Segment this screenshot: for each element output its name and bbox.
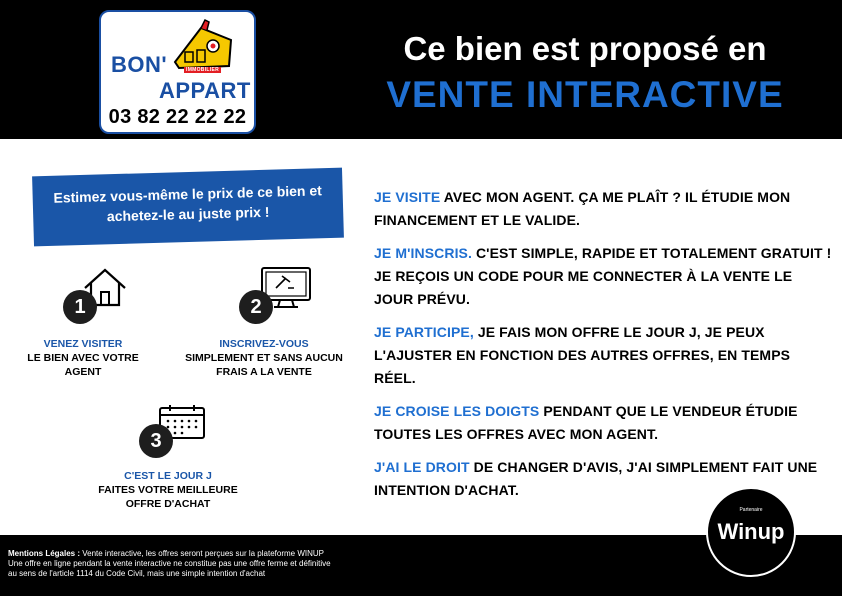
step-2-text (184, 337, 344, 379)
step-1-description: LE BIEN AVEC VOTRE AGENT (27, 352, 139, 378)
paragraph-right-highlight: J'AI LE DROIT (374, 459, 470, 475)
paragraph-wait-text: PENDANT QUE LE VENDEUR ÉTUDIE TOUTES LES OFFRES AVEC MON AGENT. (374, 403, 798, 442)
step-3-description: FAITES VOTRE MEILLEURE OFFRE D'ACHAT (98, 484, 238, 510)
paragraph-register-text: C'EST SIMPLE, RAPIDE ET TOTALEMENT GRATUIT ! JE REÇOIS UN CODE POUR ME CONNECTER À LA VENTE LE JOUR PRÉVU. (374, 245, 832, 307)
paragraph-participate-text: JE FAIS MON OFFRE LE JOUR J, JE PEUX L'AJUSTER EN FONCTION DES AUTRES OFFRES, EN TEMPS RÉEL. (374, 324, 791, 386)
step-3-text (80, 469, 256, 511)
legal-line3: au sens de l'article 1114 du Code Civil, mais une simple intention d'achat (8, 569, 266, 578)
process-description (374, 186, 834, 512)
step-2-description: SIMPLEMENT ET SANS AUCUN FRAIS A LA VENTE (185, 352, 343, 378)
paragraph-participate-highlight: JE PARTICIPE, (374, 324, 474, 340)
step-number-1: 1 (63, 290, 97, 324)
step-2-highlight: INSCRIVEZ-VOUS (219, 338, 309, 350)
step-3-highlight: C'EST LE JOUR J (124, 470, 212, 482)
legal-title: Mentions Légales : (8, 549, 81, 558)
paragraph-register-highlight: JE M'INSCRIS. (374, 245, 472, 261)
logo-badge: IMMOBILIER (186, 67, 219, 73)
estimate-banner: Estimez vous-même le prix de ce bien et achetez-le au juste prix ! (32, 168, 344, 247)
agency-logo (99, 10, 256, 134)
winup-small-label: Partenaire (739, 507, 763, 513)
agency-phone[interactable]: 03 82 22 22 22 (108, 106, 247, 128)
winup-label: Winup (717, 519, 785, 544)
paragraph-participate (374, 321, 834, 390)
legal-line2: Une offre en ligne pendant la vente interactive ne constitue pas une offre ferme et définitive (8, 559, 331, 568)
step-1-text (15, 337, 151, 379)
headline-line1: Ce bien est proposé en (403, 30, 767, 67)
paragraph-visit-text: AVEC MON AGENT. ÇA ME PLAÎT ? IL ÉTUDIE MON FINANCEMENT ET LE VALIDE. (374, 189, 791, 228)
paragraph-wait (374, 400, 834, 446)
legal-line1: Vente interactive, les offres seront perçues sur la plateforme WINUP (80, 549, 324, 558)
headline-line2: VENTE INTERACTIVE (386, 74, 784, 115)
legal-notice (8, 549, 468, 579)
logo-name-line2: APPART (159, 78, 251, 103)
house-hat-icon (171, 18, 235, 72)
step-number-2: 2 (239, 290, 273, 324)
paragraph-wait-highlight: JE CROISE LES DOIGTS (374, 403, 540, 419)
paragraph-visit-highlight: JE VISITE (374, 189, 441, 205)
step-number-3: 3 (139, 424, 173, 458)
paragraph-visit (374, 186, 834, 232)
step-1-highlight: VENEZ VISITER (43, 338, 123, 350)
logo-name-line1: BON' (111, 52, 168, 77)
winup-logo (706, 487, 796, 577)
paragraph-register (374, 242, 834, 311)
paragraph-right-text: DE CHANGER D'AVIS, J'AI SIMPLEMENT FAIT UNE INTENTION D'ACHAT. (374, 459, 818, 498)
